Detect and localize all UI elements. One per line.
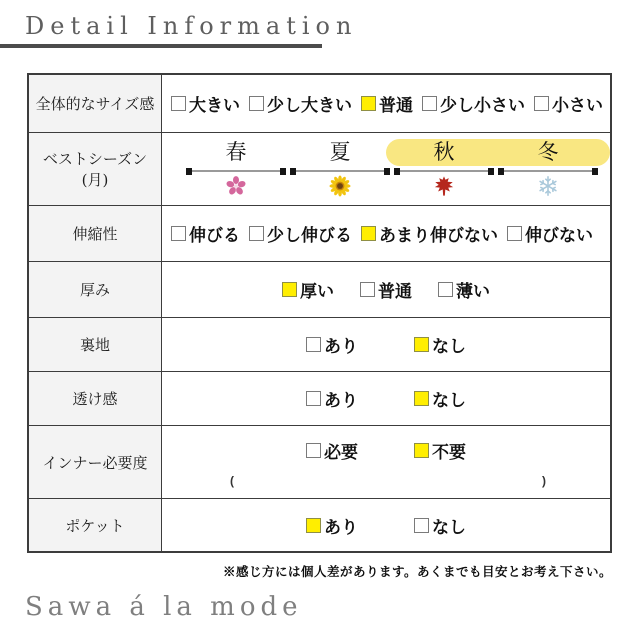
season-autumn — [392, 141, 496, 197]
checkbox-icon — [438, 282, 453, 297]
page-title: Detail Information — [25, 12, 358, 40]
table-row-sheerness — [29, 372, 610, 426]
option-label: あり — [324, 517, 358, 537]
option — [171, 91, 240, 116]
option-label: なし — [432, 517, 466, 537]
table-row-stretch — [29, 206, 610, 262]
table-row-size-feel — [29, 75, 610, 133]
checkbox-icon — [360, 282, 375, 297]
checkbox-icon — [534, 96, 549, 111]
checkbox-icon — [306, 391, 321, 406]
disclaimer-note: ※感じ方には個人差があります。あくまでも目安とお考え下さい。 — [222, 565, 612, 579]
option-label: 少し大きい — [267, 96, 352, 115]
option-label: 伸びる — [189, 226, 240, 245]
cherry-blossom-icon — [225, 175, 247, 197]
row-options — [162, 262, 610, 317]
option-label: 不要 — [432, 442, 466, 462]
table-row-inner-necessity — [29, 426, 610, 499]
option-label: あり — [324, 391, 358, 410]
season-summer — [288, 141, 392, 197]
checkbox-icon — [306, 337, 321, 352]
option — [414, 513, 466, 538]
checkbox-icon — [361, 226, 376, 241]
option — [306, 332, 358, 357]
option — [249, 91, 352, 116]
option — [438, 277, 490, 302]
table-row-thickness — [29, 262, 610, 318]
table-row-lining — [29, 318, 610, 372]
season-label: 春 — [225, 139, 247, 164]
option-label: 薄い — [456, 282, 490, 301]
option-label: 厚い — [300, 282, 334, 301]
option-label: 普通 — [378, 282, 412, 301]
row-label: ベストシーズン(月) — [29, 133, 162, 205]
checkbox-icon — [414, 391, 429, 406]
row-options — [162, 426, 610, 498]
option — [414, 438, 466, 463]
checkbox-icon — [414, 337, 429, 352]
option — [306, 513, 358, 538]
checkbox-icon — [171, 226, 186, 241]
timeline-segment — [188, 170, 284, 172]
option — [306, 386, 358, 411]
paren-open: ( — [230, 473, 234, 488]
option — [414, 386, 466, 411]
row-label: 伸縮性 — [29, 206, 162, 261]
checkbox-icon — [414, 518, 429, 533]
option-label: 伸びない — [525, 226, 593, 245]
option — [507, 221, 593, 246]
option — [282, 277, 334, 302]
brand-logo-text: Sawa á la mode — [25, 592, 303, 622]
option-label: 大きい — [189, 96, 240, 115]
option — [534, 91, 603, 116]
title-underline — [0, 44, 322, 48]
timeline-segment — [396, 170, 492, 172]
option — [249, 221, 352, 246]
paren-close: ) — [542, 473, 546, 488]
option-label: 普通 — [379, 96, 413, 115]
option — [306, 438, 358, 463]
option — [360, 277, 412, 302]
option — [414, 332, 466, 357]
checkbox-icon — [282, 282, 297, 297]
option — [171, 221, 240, 246]
detail-info-table — [27, 73, 612, 553]
row-label: 厚み — [29, 262, 162, 317]
row-label: 裏地 — [29, 318, 162, 371]
snowflake-icon — [537, 175, 559, 197]
row-label: ポケット — [29, 499, 162, 551]
option-label: 小さい — [552, 96, 603, 115]
row-label: 全体的なサイズ感 — [29, 75, 162, 132]
season-timeline — [162, 141, 610, 197]
option-label: 少し伸びる — [267, 226, 352, 245]
season-winter — [496, 141, 600, 197]
table-row-best-season — [29, 133, 610, 206]
season-spring — [184, 141, 288, 197]
checkbox-icon — [249, 226, 264, 241]
row-options — [162, 75, 610, 132]
row-options — [162, 372, 610, 425]
row-options — [162, 318, 610, 371]
option — [361, 221, 498, 246]
checkbox-icon — [361, 96, 376, 111]
season-label: 夏 — [329, 139, 351, 164]
option-label: なし — [432, 337, 466, 356]
checkbox-icon — [306, 443, 321, 458]
row-options — [162, 499, 610, 551]
checkbox-icon — [171, 96, 186, 111]
checkbox-icon — [507, 226, 522, 241]
option-label: 少し小さい — [440, 96, 525, 115]
option — [422, 91, 525, 116]
checkbox-icon — [306, 518, 321, 533]
checkbox-icon — [422, 96, 437, 111]
option-label: あり — [324, 337, 358, 356]
option-pair — [162, 438, 610, 463]
option-label: 必要 — [324, 442, 358, 462]
timeline-segment — [292, 170, 388, 172]
season-label: 冬 — [537, 139, 559, 164]
checkbox-icon — [414, 443, 429, 458]
sunflower-icon — [329, 175, 351, 197]
option-label: なし — [432, 391, 466, 410]
option-label: あまり伸びない — [379, 226, 498, 245]
season-cell — [162, 133, 610, 205]
row-options — [162, 206, 610, 261]
row-label: インナー必要度 — [29, 426, 162, 498]
timeline-segment — [500, 170, 596, 172]
maple-leaf-icon — [433, 175, 455, 197]
checkbox-icon — [249, 96, 264, 111]
option — [361, 91, 413, 116]
season-label: 秋 — [433, 139, 455, 164]
note-parentheses — [162, 475, 610, 487]
page-header — [0, 12, 357, 48]
row-label: 透け感 — [29, 372, 162, 425]
table-row-pocket — [29, 499, 610, 551]
